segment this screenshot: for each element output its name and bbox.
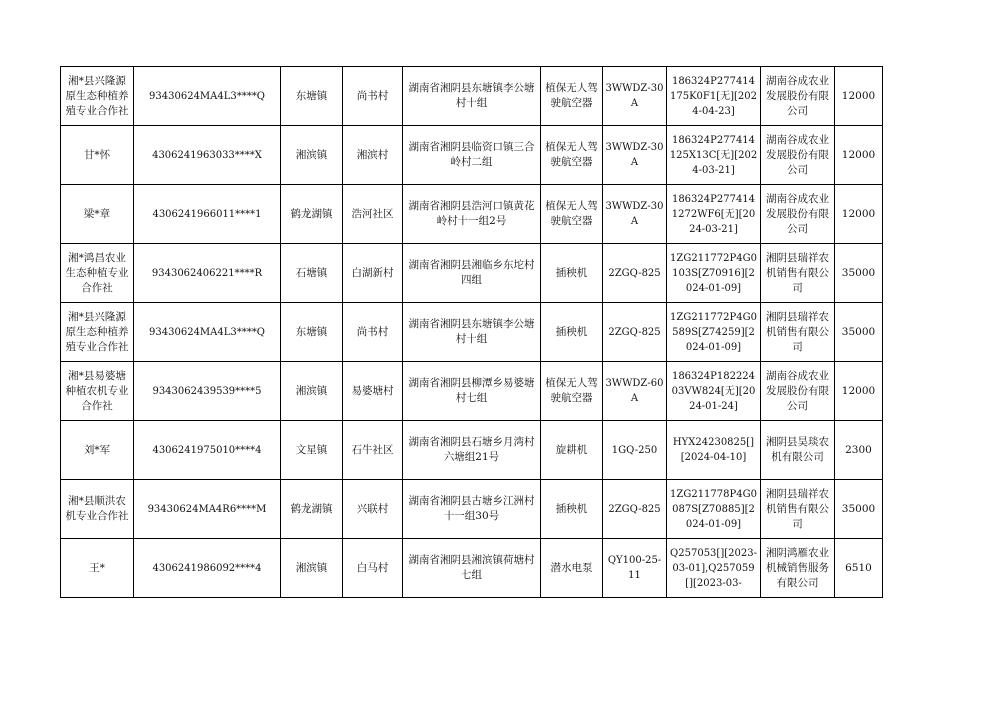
id-number-cell: 9343062439539****5 [134, 362, 281, 421]
machine-type-cell: 植保无人驾驶航空器 [541, 362, 603, 421]
table-row [61, 244, 883, 303]
village-cell: 尚书村 [343, 67, 403, 126]
seller-cell: 湘阴县瑞祥农机销售有限公司 [761, 303, 835, 362]
town-cell: 石塘镇 [281, 244, 343, 303]
address-cell: 湖南省湘阴县湘滨镇荷塘村七组 [403, 539, 541, 598]
village-cell: 兴联村 [343, 480, 403, 539]
applicant-name-cell: 湘*鸿昌农业生态种植专业合作社 [61, 244, 134, 303]
serial-number-cell: 186324P277414175K0F1[无][2024-04-23] [667, 67, 761, 126]
machine-type-cell: 插秧机 [541, 244, 603, 303]
subsidy-amount-cell: 12000 [835, 185, 883, 244]
model-cell: 2ZGQ-825 [603, 244, 667, 303]
applicant-name-cell: 湘*县兴隆源原生态种植养殖专业合作社 [61, 67, 134, 126]
village-cell: 石牛社区 [343, 421, 403, 480]
id-number-cell: 93430624MA4L3****Q [134, 303, 281, 362]
serial-number-cell: 1ZG211772P4G0589S[Z74259][2024-01-09] [667, 303, 761, 362]
serial-number-cell: 1ZG211778P4G0087S[Z70885][2024-01-09] [667, 480, 761, 539]
applicant-name-cell: 湘*县兴隆源原生态种植养殖专业合作社 [61, 303, 134, 362]
town-cell: 湘滨镇 [281, 126, 343, 185]
applicant-name-cell: 梁*章 [61, 185, 134, 244]
village-cell: 白马村 [343, 539, 403, 598]
village-cell: 浩河社区 [343, 185, 403, 244]
machine-type-cell: 潜水电泵 [541, 539, 603, 598]
model-cell: 3WWDZ-30A [603, 126, 667, 185]
table-row [61, 421, 883, 480]
town-cell: 湘滨镇 [281, 539, 343, 598]
town-cell: 东塘镇 [281, 303, 343, 362]
table-row [61, 67, 883, 126]
id-number-cell: 4306241975010****4 [134, 421, 281, 480]
seller-cell: 湖南谷成农业发展股份有限公司 [761, 67, 835, 126]
applicant-name-cell: 甘*怀 [61, 126, 134, 185]
subsidy-amount-cell: 6510 [835, 539, 883, 598]
address-cell: 湖南省湘阴县临资口镇三合岭村二组 [403, 126, 541, 185]
table-row [61, 185, 883, 244]
model-cell: 2ZGQ-825 [603, 303, 667, 362]
model-cell: 2ZGQ-825 [603, 480, 667, 539]
address-cell: 湖南省湘阴县湘临乡东坨村四组 [403, 244, 541, 303]
id-number-cell: 93430624MA4L3****Q [134, 67, 281, 126]
applicant-name-cell: 王* [61, 539, 134, 598]
seller-cell: 湘阴县瑞祥农机销售有限公司 [761, 244, 835, 303]
machine-type-cell: 植保无人驾驶航空器 [541, 185, 603, 244]
table-body [61, 67, 883, 598]
address-cell: 湖南省湘阴县古塘乡江洲村十一组30号 [403, 480, 541, 539]
table-row [61, 362, 883, 421]
serial-number-cell: 1ZG211772P4G0103S[Z70916][2024-01-09] [667, 244, 761, 303]
address-cell: 湖南省湘阴县浩河口镇黄花岭村十一组2号 [403, 185, 541, 244]
subsidy-amount-cell: 35000 [835, 480, 883, 539]
address-cell: 湖南省湘阴县柳潭乡易婆塘村七组 [403, 362, 541, 421]
subsidy-amount-cell: 12000 [835, 362, 883, 421]
seller-cell: 湖南谷成农业发展股份有限公司 [761, 362, 835, 421]
applicant-name-cell: 湘*县顺洪农机专业合作社 [61, 480, 134, 539]
machine-type-cell: 插秧机 [541, 480, 603, 539]
seller-cell: 湖南谷成农业发展股份有限公司 [761, 185, 835, 244]
town-cell: 鹤龙湖镇 [281, 480, 343, 539]
subsidy-amount-cell: 12000 [835, 67, 883, 126]
serial-number-cell: 186324P277414125X13C[无][2024-03-21] [667, 126, 761, 185]
subsidy-amount-cell: 35000 [835, 244, 883, 303]
town-cell: 湘滨镇 [281, 362, 343, 421]
id-number-cell: 4306241963033****X [134, 126, 281, 185]
town-cell: 文星镇 [281, 421, 343, 480]
subsidy-amount-cell: 35000 [835, 303, 883, 362]
machine-type-cell: 插秧机 [541, 303, 603, 362]
address-cell: 湖南省湘阴县石塘乡月湾村六塘组21号 [403, 421, 541, 480]
seller-cell: 湘阴县瑞祥农机销售有限公司 [761, 480, 835, 539]
village-cell: 湘滨村 [343, 126, 403, 185]
seller-cell: 湘阴鸿雁农业机械销售服务有限公司 [761, 539, 835, 598]
id-number-cell: 93430624MA4R6****M [134, 480, 281, 539]
serial-number-cell: HYX24230825[][2024-04-10] [667, 421, 761, 480]
serial-number-cell: Q257053[][2023-03-01],Q257059[][2023-03- [667, 539, 761, 598]
machine-type-cell: 植保无人驾驶航空器 [541, 67, 603, 126]
applicant-name-cell: 刘*军 [61, 421, 134, 480]
subsidy-amount-cell: 2300 [835, 421, 883, 480]
village-cell: 尚书村 [343, 303, 403, 362]
table-row [61, 480, 883, 539]
id-number-cell: 93430624062​21****R [134, 244, 281, 303]
table-row [61, 303, 883, 362]
applicant-name-cell: 湘*县易婆塘种植农机专业合作社 [61, 362, 134, 421]
seller-cell: 湖南谷成农业发展股份有限公司 [761, 126, 835, 185]
town-cell: 东塘镇 [281, 67, 343, 126]
machine-type-cell: 植保无人驾驶航空器 [541, 126, 603, 185]
model-cell: 3WWDZ-30A [603, 185, 667, 244]
village-cell: 白湖新村 [343, 244, 403, 303]
table-row [61, 539, 883, 598]
machine-type-cell: 旋耕机 [541, 421, 603, 480]
subsidy-table [60, 66, 883, 598]
serial-number-cell: 186324P2774141272WF6[无][2024-03-21] [667, 185, 761, 244]
id-number-cell: 4306241986092****4 [134, 539, 281, 598]
village-cell: 易婆塘村 [343, 362, 403, 421]
model-cell: 3WWDZ-60A [603, 362, 667, 421]
address-cell: 湖南省湘阴县东塘镇李公塘村十组 [403, 67, 541, 126]
model-cell: 1GQ-250 [603, 421, 667, 480]
address-cell: 湖南省湘阴县东塘镇李公塘村十组 [403, 303, 541, 362]
table-row [61, 126, 883, 185]
subsidy-amount-cell: 12000 [835, 126, 883, 185]
id-number-cell: 4306241966011****1 [134, 185, 281, 244]
town-cell: 鹤龙湖镇 [281, 185, 343, 244]
seller-cell: 湘阴县昊琰农机有限公司 [761, 421, 835, 480]
model-cell: QY100-25-11 [603, 539, 667, 598]
serial-number-cell: 186324P18222403VW824[无][2024-01-24] [667, 362, 761, 421]
model-cell: 3WWDZ-30A [603, 67, 667, 126]
